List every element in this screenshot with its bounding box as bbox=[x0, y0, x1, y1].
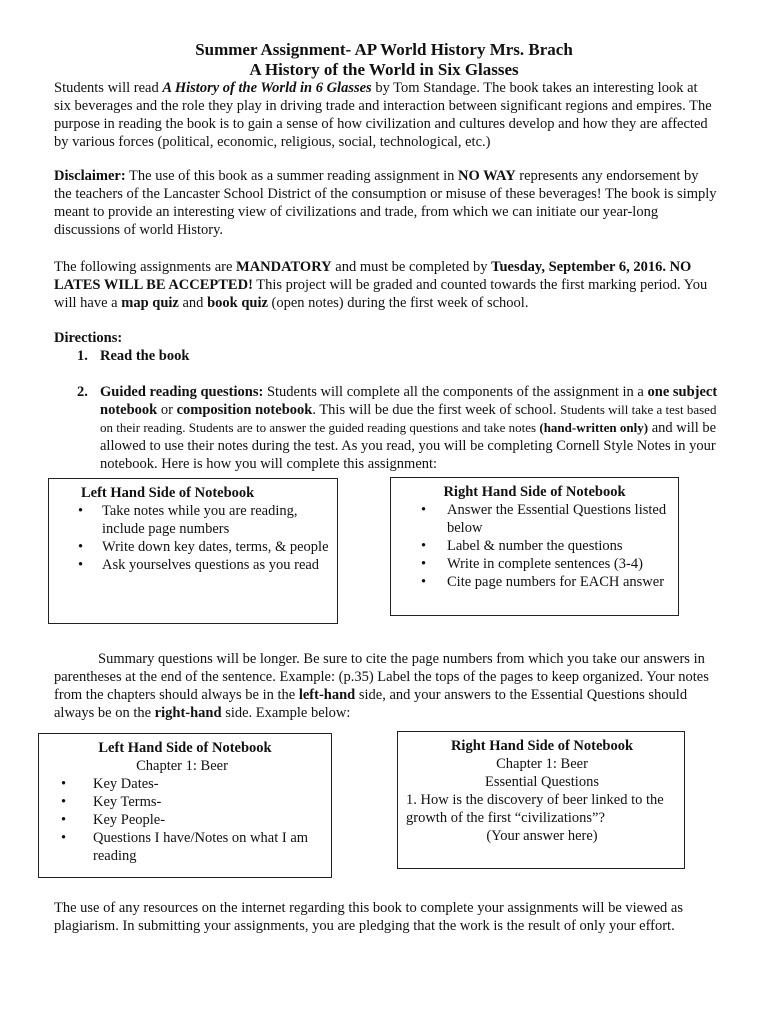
bullet: • bbox=[78, 557, 84, 573]
bullet: • bbox=[61, 812, 67, 828]
disclaimer-label: Disclaimer: bbox=[54, 168, 126, 184]
bullet: • bbox=[421, 574, 427, 590]
list-item-text: Cite page numbers for EACH answer bbox=[447, 574, 665, 590]
list-item-text: Label & number the questions bbox=[447, 538, 623, 554]
no-lates-notice: NO LATES WILL BE ACCEPTED! bbox=[54, 259, 692, 293]
list-item-text: Write down key dates, terms, & people bbox=[102, 539, 329, 555]
box1-right-title: Right Hand Side of Notebook bbox=[443, 484, 626, 500]
left-hand-emphasis: left-hand bbox=[298, 687, 356, 703]
bullet: • bbox=[78, 539, 84, 555]
list-item bbox=[78, 502, 331, 538]
list-item bbox=[78, 556, 331, 574]
list-item-text: Questions I have/Notes on what I am reading bbox=[93, 830, 309, 864]
bullet: • bbox=[421, 556, 427, 572]
box2-right-title: Right Hand Side of Notebook bbox=[450, 738, 634, 754]
directions-heading bbox=[54, 329, 718, 347]
box1-right-list bbox=[421, 501, 672, 591]
list-item-text: Answer the Essential Questions listed below bbox=[447, 502, 667, 536]
list-item bbox=[61, 775, 325, 793]
box2-left-chapter: Chapter 1: Beer bbox=[136, 758, 228, 774]
bullet: • bbox=[61, 830, 67, 846]
box1-left-notebook bbox=[48, 478, 338, 624]
disclaimer-text-2: represents any endorsement by the teachers of the Lancaster School District of the consumption or misuse of these beverages! The book is simply meant to provide an interesting view of civilizations and trade, from which we can initiate our year-long discussions of world History. bbox=[54, 168, 717, 238]
essential-question-1: 1. How is the discovery of beer linked to the growth of the first “civilizations”? bbox=[406, 792, 664, 826]
list-item-text: Write in complete sentences (3-4) bbox=[447, 556, 643, 572]
summary-text-3: side. Example below: bbox=[221, 705, 351, 721]
box2-left-list bbox=[61, 775, 325, 865]
intro-text-2: by Tom Standage. The book takes an interesting look at six beverages and the role they play in driving trade and interaction between significant regions and empires. The purpose in reading the book is to gain a sense of how civilization and cultures develop and how they are affected by various forces (political, economic, religious, social, technological, etc.) bbox=[54, 80, 712, 150]
mandatory-emphasis: MANDATORY bbox=[236, 259, 332, 275]
book-title-heading: A History of the World in Six Glasses bbox=[249, 60, 519, 79]
bullet: • bbox=[421, 538, 427, 554]
mandatory-paragraph bbox=[54, 258, 718, 312]
list-item bbox=[61, 811, 325, 829]
item2-text-4: and will be allowed to use their notes during the test. As you read, you will be completing Cornell Style Notes in your notebook. Here is how you will complete this assignment: bbox=[100, 420, 717, 472]
mandatory-text-2: and must be completed by bbox=[331, 259, 492, 275]
list-item bbox=[78, 538, 331, 556]
list-item bbox=[421, 573, 672, 591]
item2-number: 2. bbox=[77, 384, 88, 400]
list-item-text: Take notes while you are reading, include page numbers bbox=[102, 503, 298, 537]
item2-text-2: or bbox=[157, 402, 177, 418]
list-item bbox=[421, 537, 672, 555]
read-the-book: Read the book bbox=[100, 348, 190, 364]
bullet: • bbox=[61, 794, 67, 810]
list-item bbox=[421, 555, 672, 573]
no-way-emphasis: NO WAY bbox=[458, 168, 516, 184]
list-item bbox=[421, 501, 672, 537]
directions-label: Directions: bbox=[54, 330, 123, 346]
list-item-text: Key Terms- bbox=[93, 794, 162, 810]
box2-right-chapter: Chapter 1: Beer bbox=[496, 756, 588, 772]
intro-paragraph bbox=[54, 79, 718, 151]
guided-reading-label: Guided reading questions: bbox=[100, 384, 264, 400]
list-item-text: Key Dates- bbox=[93, 776, 159, 792]
item2-small-text: Students will take a test based on their reading. Students are to answer the guided reading questions and take notes bbox=[100, 402, 717, 435]
essential-questions-label: Essential Questions bbox=[485, 774, 599, 790]
disclaimer-text: The use of this book as a summer reading assignment in bbox=[125, 168, 459, 184]
summary-text: Summary questions will be longer. Be sure to cite the page numbers from which you take our answers in parentheses at the end of the sentence. Example: (p.35) Label the tops of the pages to keep organized. Your notes from the chapters should always be in the bbox=[54, 651, 709, 703]
box1-left-list bbox=[78, 502, 331, 574]
mandatory-text-4: and bbox=[178, 295, 208, 311]
summary-text-2: side, and your answers to the Essential Questions should always be on the bbox=[54, 687, 688, 721]
intro-text: Students will read bbox=[54, 80, 163, 96]
box2-left-title: Left Hand Side of Notebook bbox=[98, 740, 272, 756]
mandatory-text: The following assignments are bbox=[54, 259, 237, 275]
bullet: • bbox=[78, 503, 84, 519]
right-hand-emphasis: right-hand bbox=[154, 705, 222, 721]
box1-left-title: Left Hand Side of Notebook bbox=[81, 485, 255, 501]
box2-left-notebook bbox=[38, 733, 332, 878]
due-date: Tuesday, September 6, 2016. bbox=[491, 259, 666, 275]
one-subject-notebook: one subject notebook bbox=[100, 384, 718, 418]
item2-text-1: Students will complete all the components of the assignment in a bbox=[263, 384, 648, 400]
mandatory-text-3: This project will be graded and counted towards the first marking period. You will have a bbox=[54, 277, 708, 311]
bullet: • bbox=[421, 502, 427, 518]
list-item-text: Ask yourselves questions as you read bbox=[102, 557, 320, 573]
disclaimer-paragraph bbox=[54, 167, 718, 239]
item1-number: 1. bbox=[77, 348, 88, 364]
composition-notebook: composition notebook bbox=[176, 402, 313, 418]
map-quiz: map quiz bbox=[121, 295, 179, 311]
summary-paragraph bbox=[54, 650, 718, 722]
list-item bbox=[61, 793, 325, 811]
box2-right-notebook bbox=[397, 731, 685, 869]
list-item-text: Key People- bbox=[93, 812, 166, 828]
page-title: Summer Assignment- AP World History Mrs. Brach bbox=[195, 40, 573, 59]
mandatory-text-5: (open notes) during the first week of school. bbox=[267, 295, 529, 311]
book-title: A History of the World in 6 Glasses bbox=[162, 80, 372, 96]
list-item bbox=[61, 829, 325, 865]
handwritten-only: (hand-written only) bbox=[539, 420, 649, 435]
plagiarism-paragraph: The use of any resources on the internet regarding this book to complete your assignments will be viewed as plagiarism. In submitting your assignments, you are pledging that the work is the result of only your effort. bbox=[54, 900, 683, 934]
item2-text bbox=[100, 383, 720, 473]
box1-right-notebook bbox=[390, 477, 679, 616]
book-quiz: book quiz bbox=[207, 295, 268, 311]
item1-text bbox=[100, 347, 720, 365]
answer-placeholder: (Your answer here) bbox=[486, 828, 598, 844]
item2-text-3: . This will be due the first week of school. bbox=[312, 402, 561, 418]
bullet: • bbox=[61, 776, 67, 792]
